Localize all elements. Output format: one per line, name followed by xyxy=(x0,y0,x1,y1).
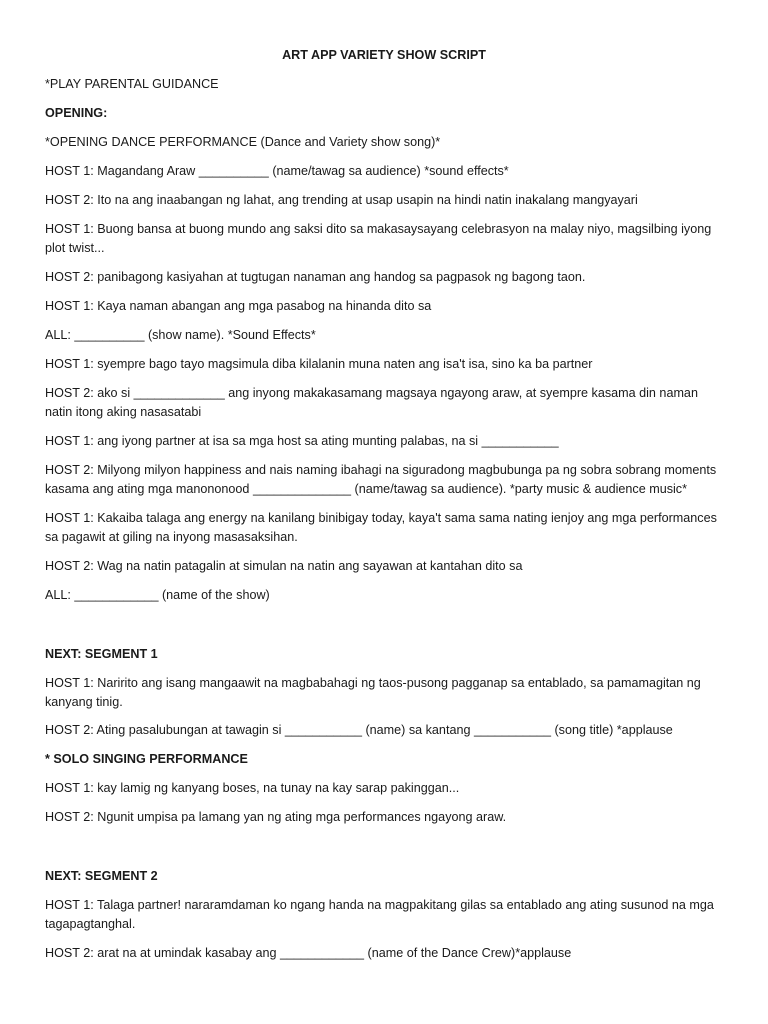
script-line: HOST 1: Talaga partner! nararamdaman ko ngang handa na magpakitang gilas sa entablado ang ating susunod na mga tagapagtanghal. xyxy=(45,898,714,931)
script-line: HOST 1: ang iyong partner at isa sa mga host sa ating munting palabas, na si ___________ xyxy=(45,434,559,448)
stage-direction: *OPENING DANCE PERFORMANCE (Dance and Variety show song)* xyxy=(45,135,441,149)
script-line: HOST 2: arat na at umindak kasabay ang ____________ (name of the Dance Crew)*applause xyxy=(45,946,572,960)
script-line: HOST 1: Kakaiba talaga ang energy na kanilang binibigay today, kaya't sama sama nating ienjoy ang mga performances sa pagawit at giling na inyong masasaksihan. xyxy=(45,511,717,544)
script-line: HOST 2: Wag na natin patagalin at simulan na natin ang sayawan at kantahan dito sa xyxy=(45,559,523,573)
script-line: HOST 1: Magandang Araw __________ (name/tawag sa audience) *sound effects* xyxy=(45,164,509,178)
performance-heading: * SOLO SINGING PERFORMANCE xyxy=(45,752,248,766)
script-line: HOST 1: syempre bago tayo magsimula diba kilalanin muna naten ang isa't isa, sino ka ba partner xyxy=(45,357,593,371)
script-line: ALL: ____________ (name of the show) xyxy=(45,588,270,602)
script-line: HOST 1: kay lamig ng kanyang boses, na tunay na kay sarap pakinggan... xyxy=(45,781,460,795)
script-line: HOST 2: Ngunit umpisa pa lamang yan ng ating mga performances ngayong araw. xyxy=(45,810,507,824)
section-heading-opening: OPENING: xyxy=(45,106,108,120)
section-heading-segment-1: NEXT: SEGMENT 1 xyxy=(45,647,158,661)
script-line: HOST 2: Ating pasalubungan at tawagin si ___________ (name) sa kantang ___________ (song title) *applause xyxy=(45,723,673,737)
script-line: HOST 2: Ito na ang inaabangan ng lahat, ang trending at usap usapin na hindi natin inakalang mangyayari xyxy=(45,193,638,207)
script-line: HOST 2: Milyong milyon happiness and nais naming ibahagi na siguradong magbubunga pa ng sobra sobrang moments kasama ang ating mga manononood ______________ (name/tawag sa audience). *party music & audience music* xyxy=(45,463,717,496)
script-line: HOST 2: ako si _____________ ang inyong makakasamang magsaya ngayong araw, at syempre kasama din naman natin itong aking nasasatabi xyxy=(45,386,698,419)
document-title: ART APP VARIETY SHOW SCRIPT xyxy=(282,48,486,62)
stage-direction: *PLAY PARENTAL GUIDANCE xyxy=(45,77,219,91)
script-line: HOST 2: panibagong kasiyahan at tugtugan nanaman ang handog sa pagpasok ng bagong taon. xyxy=(45,270,586,284)
script-line: HOST 1: Buong bansa at buong mundo ang saksi dito sa makasaysayang celebrasyon na malay niyo, magsilbing iyong plot twist... xyxy=(45,222,712,255)
script-line: HOST 1: Naririto ang isang mangaawit na magbabahagi ng taos-pusong pagganap sa entablado, sa pamamagitan ng kanyang tinig. xyxy=(45,676,701,709)
script-line: HOST 1: Kaya naman abangan ang mga pasabog na hinanda dito sa xyxy=(45,299,432,313)
script-line: ALL: __________ (show name). *Sound Effects* xyxy=(45,328,316,342)
section-heading-segment-2: NEXT: SEGMENT 2 xyxy=(45,869,158,883)
